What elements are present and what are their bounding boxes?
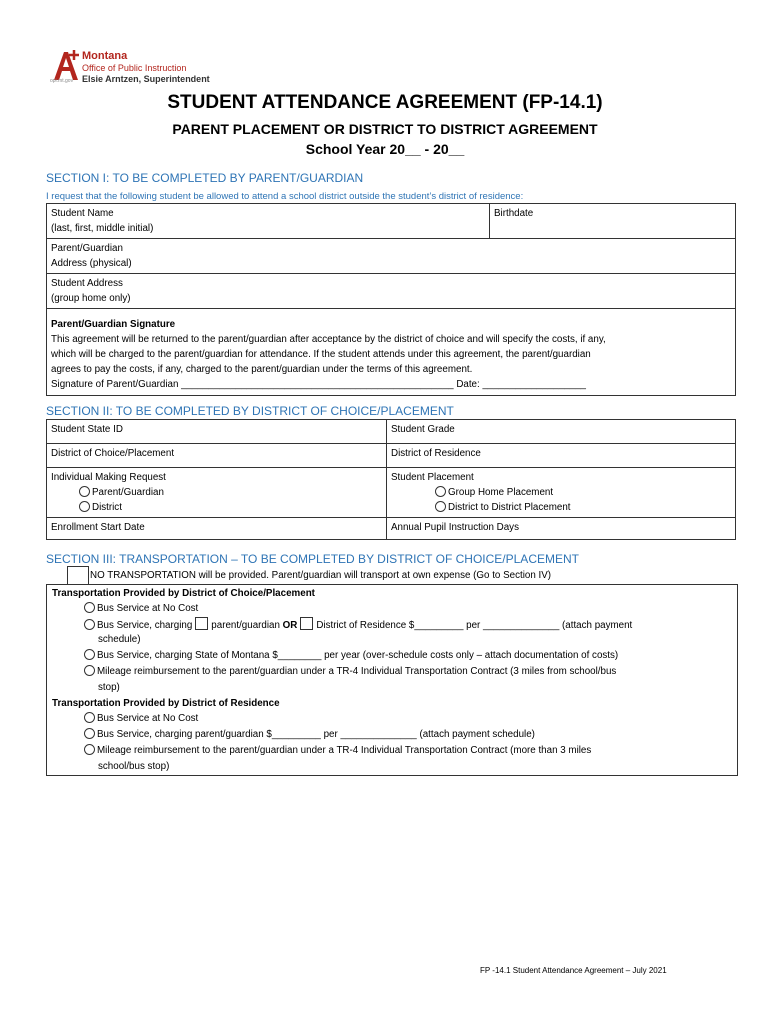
choice-option-2[interactable]: [84, 617, 632, 634]
option-district-to-district[interactable]: [391, 500, 731, 515]
residence-option-3[interactable]: [84, 743, 591, 759]
option-district[interactable]: [51, 500, 382, 515]
district-choice-label: District of Choice/Placement: [51, 448, 175, 459]
district-residence-label: District of Residence: [391, 448, 481, 459]
school-year: School Year 20__ - 20__: [305, 141, 465, 157]
signature-text-2: which will be charged to the parent/guardian for attendance. If the student attends under this agreement, the parent/guardian: [51, 349, 591, 360]
placement-cell: [387, 468, 736, 518]
instruction-days-label: Annual Pupil Instruction Days: [391, 522, 519, 533]
student-address-label: Student Address: [51, 278, 123, 289]
logo-title: Montana: [82, 50, 128, 62]
radio-icon[interactable]: [84, 744, 95, 755]
choice-option-1-label: Bus Service at No Cost: [97, 603, 199, 614]
no-transportation-checkbox[interactable]: [67, 566, 89, 585]
document-title: STUDENT ATTENDANCE AGREEMENT (FP-14.1): [167, 92, 603, 113]
document-subtitle: PARENT PLACEMENT OR DISTRICT TO DISTRICT AGREEMENT: [172, 121, 598, 137]
residence-option-1-label: Bus Service at No Cost: [97, 713, 199, 724]
enrollment-label: Enrollment Start Date: [51, 522, 145, 533]
student-address-sub: (group home only): [51, 293, 131, 304]
student-address-cell[interactable]: [47, 274, 736, 309]
signature-line[interactable]: Signature of Parent/Guardian __________________________________________________ Date: ___________________: [51, 379, 586, 390]
or-label: OR: [282, 620, 298, 631]
radio-icon[interactable]: [84, 712, 95, 723]
district-choice-cell[interactable]: [47, 444, 387, 468]
residence-option-3-label: Mileage reimbursement to the parent/guardian under a TR-4 Individual Transportation Contract (more than 3 miles: [97, 745, 592, 756]
logo-url: opi.mt.gov: [50, 78, 74, 84]
logo-subtitle: Office of Public Instruction: [82, 63, 187, 73]
radio-icon[interactable]: [84, 665, 95, 676]
logo-superintendent: Elsie Arntzen, Superintendent: [82, 74, 210, 84]
signature-cell: [47, 309, 736, 396]
residence-checkbox[interactable]: [300, 617, 313, 630]
choice-option-2-parent: parent/guardian: [211, 620, 280, 631]
radio-icon[interactable]: [79, 501, 90, 512]
district-residence-cell[interactable]: [387, 444, 736, 468]
option-parent-label: Parent/Guardian: [92, 487, 164, 498]
parent-label: Parent/Guardian: [51, 243, 123, 254]
section-2-heading: SECTION II: TO BE COMPLETED BY DISTRICT OF CHOICE/PLACEMENT: [46, 404, 454, 418]
parent-sub: Address (physical): [51, 258, 132, 269]
no-transportation-label: NO TRANSPORTATION will be provided. Parent/guardian will transport at own expense (Go to Section IV): [90, 570, 552, 581]
option-group-home[interactable]: [391, 485, 731, 500]
signature-heading: Parent/Guardian Signature: [51, 319, 176, 330]
option-group-home-label: Group Home Placement: [448, 487, 554, 498]
student-name-sub: (last, first, middle initial): [51, 223, 154, 234]
student-name-label: Student Name: [51, 208, 114, 219]
instruction-days-cell[interactable]: [387, 518, 736, 540]
choice-option-3[interactable]: [84, 648, 618, 664]
option-district-label: District: [92, 502, 122, 513]
choice-option-4[interactable]: [84, 664, 616, 680]
individual-label: Individual Making Request: [51, 472, 166, 483]
grade-cell[interactable]: [387, 420, 736, 444]
radio-icon[interactable]: [435, 501, 446, 512]
section-1-heading: SECTION I: TO BE COMPLETED BY PARENT/GUARDIAN: [46, 171, 364, 185]
signature-text-3: agrees to pay the costs, if any, charged to the parent/guardian under the terms of this agreement.: [51, 364, 473, 375]
parent-address-cell[interactable]: [47, 239, 736, 274]
section-3-heading: SECTION III: TRANSPORTATION – TO BE COMPLETED BY DISTRICT OF CHOICE/PLACEMENT: [46, 552, 579, 566]
state-id-label: Student State ID: [51, 424, 123, 435]
choice-option-1[interactable]: [84, 601, 198, 617]
residence-option-2[interactable]: [84, 727, 535, 743]
state-id-cell[interactable]: [47, 420, 387, 444]
birthdate-cell[interactable]: [490, 204, 736, 239]
parent-checkbox[interactable]: [195, 617, 208, 630]
radio-icon[interactable]: [84, 728, 95, 739]
grade-label: Student Grade: [391, 424, 455, 435]
section-2-table: [46, 419, 736, 540]
option-parent[interactable]: [51, 485, 382, 500]
residence-option-3-cont: school/bus stop): [98, 761, 170, 772]
choice-option-2-label: Bus Service, charging: [97, 620, 193, 631]
choice-option-3-label: Bus Service, charging State of Montana $________ per year (over-schedule costs only – attach documentation of costs): [97, 650, 619, 661]
choice-option-2-cont: schedule): [98, 634, 141, 645]
radio-icon[interactable]: [84, 649, 95, 660]
footer: FP -14.1 Student Attendance Agreement – July 2021: [480, 966, 667, 975]
student-name-cell[interactable]: [47, 204, 490, 239]
residence-heading: Transportation Provided by District of Residence: [52, 698, 280, 709]
choice-option-2-residence: District of Residence $_________ per ______________ (attach payment: [316, 620, 633, 631]
residence-option-1[interactable]: [84, 711, 198, 727]
signature-text-1: This agreement will be returned to the parent/guardian after acceptance by the district of choice and will specify the costs, if any,: [51, 334, 606, 345]
option-d2d-label: District to District Placement: [448, 502, 571, 513]
birthdate-label: Birthdate: [494, 208, 534, 219]
residence-option-2-label: Bus Service, charging parent/guardian $_________ per ______________ (attach payment schedule): [97, 729, 535, 740]
radio-icon[interactable]: [84, 602, 95, 613]
choice-option-4-label: Mileage reimbursement to the parent/guardian under a TR-4 Individual Transportation Contract (3 miles from school/bus: [97, 666, 617, 677]
choice-heading: Transportation Provided by District of Choice/Placement: [52, 588, 315, 599]
radio-icon[interactable]: [84, 619, 95, 630]
choice-option-4-cont: stop): [98, 682, 120, 693]
section-1-table: [46, 203, 736, 396]
radio-icon[interactable]: [79, 486, 90, 497]
placement-label: Student Placement: [391, 472, 474, 483]
section-1-intro: I request that the following student be allowed to attend a school district outside the student’s district of residence:: [46, 191, 524, 202]
individual-cell: [47, 468, 387, 518]
opi-logo-icon: [52, 48, 80, 82]
radio-icon[interactable]: [435, 486, 446, 497]
enrollment-cell[interactable]: [47, 518, 387, 540]
